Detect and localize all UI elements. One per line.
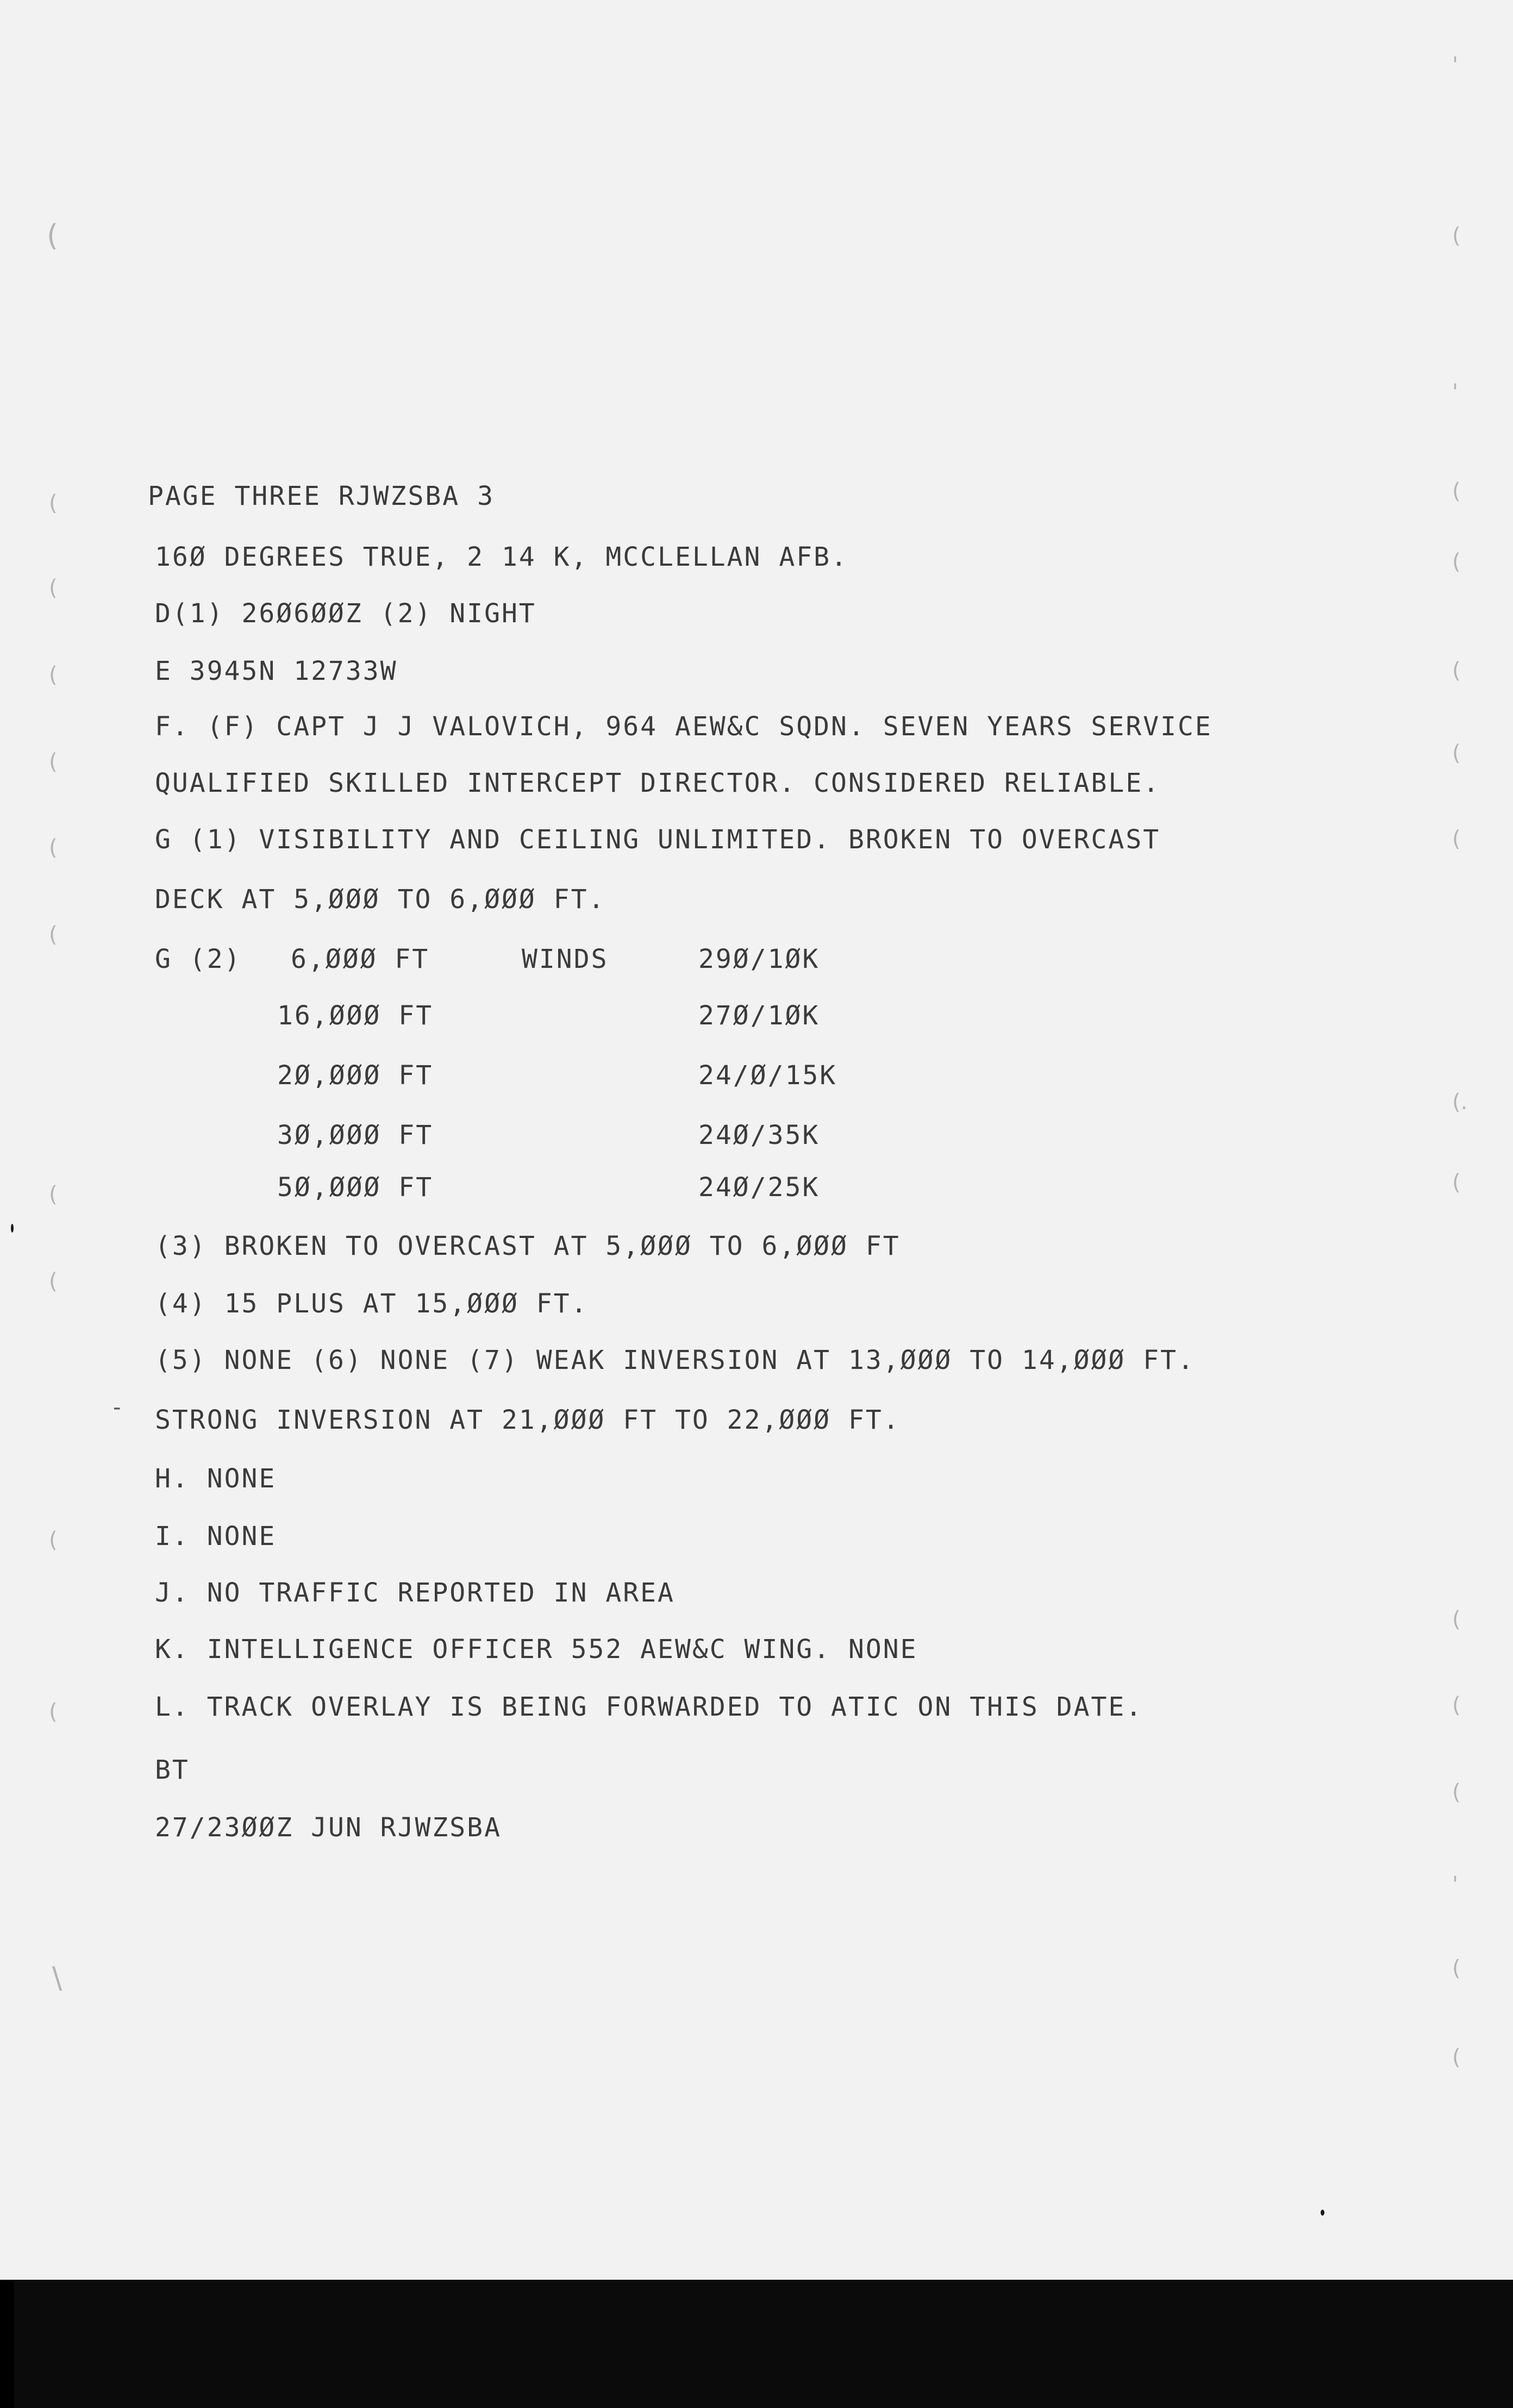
winds-row-altitude: 16,ØØØ FT [277,1000,434,1031]
text-line: K. INTELLIGENCE OFFICER 552 AEW&C WING. NONE [155,1634,918,1665]
text-line: BT [155,1755,190,1785]
text-line: L. TRACK OVERLAY IS BEING FORWARDED TO ATIC ON THIS DATE. [155,1692,1143,1722]
scan-mark: ' [1452,1872,1458,1897]
scan-mark: ( [1452,1693,1461,1718]
text-line: DECK AT 5,ØØØ TO 6,ØØØ FT. [155,884,606,915]
text-line: STRONG INVERSION AT 21,ØØØ FT TO 22,ØØØ FT. [155,1405,901,1435]
text-line: I. NONE [155,1521,277,1552]
text-line: F. (F) CAPT J J VALOVICH, 964 AEW&C SQDN. SEVEN YEARS SERVICE [155,711,1212,742]
winds-row-altitude: 3Ø,ØØØ FT [277,1120,434,1150]
text-line: 27/23ØØZ JUN RJWZSBA [155,1812,502,1843]
scan-mark: ( [1452,1607,1461,1632]
scan-mark: ( [49,1699,58,1724]
winds-label: WINDS [522,944,609,974]
scan-mark: ( [1452,2045,1461,2070]
scan-mark: ' [1452,53,1458,78]
scan-mark: - [113,1395,121,1420]
text-line: (4) 15 PLUS AT 15,ØØØ FT. [155,1289,589,1319]
text-line: E 3945N 12733W [155,656,398,686]
scan-mark: ( [49,1528,58,1553]
page-header: PAGE THREE RJWZSBA 3 [148,481,495,511]
scan-mark [1321,2210,1324,2216]
scan-mark: ( [49,662,58,687]
text-line: D(1) 26Ø6ØØZ (2) NIGHT [155,598,536,629]
winds-row-altitude: 2Ø,ØØØ FT [277,1060,434,1091]
scan-left-edge [0,2280,14,2408]
scan-mark: ( [49,835,58,860]
text-line: (3) BROKEN TO OVERCAST AT 5,ØØØ TO 6,ØØØ FT [155,1231,901,1261]
winds-row-value: 29Ø/1ØK [698,944,820,974]
scan-mark: ( [49,1182,58,1207]
scan-mark: ( [49,749,58,774]
winds-row-value: 27Ø/1ØK [698,1000,820,1031]
scan-mark: ( [47,218,59,253]
scan-mark: ( [1452,1170,1461,1195]
winds-row-value: 24/Ø/15K [698,1060,837,1091]
scan-mark: ' [1452,380,1458,405]
text-line: 16Ø DEGREES TRUE, 2 14 K, MCCLELLAN AFB. [155,542,848,572]
scan-bottom-border [0,2280,1513,2408]
scan-mark: ( [1452,827,1461,852]
scan-mark: ( [1452,549,1461,574]
winds-row-altitude: 6,ØØØ FT [291,944,430,974]
scan-mark: ( [49,491,58,516]
winds-row-value: 24Ø/35K [698,1120,820,1150]
text-line: H. NONE [155,1463,277,1494]
winds-row-altitude: 5Ø,ØØØ FT [277,1172,434,1203]
text-line: J. NO TRAFFIC REPORTED IN AREA [155,1578,675,1608]
scan-mark: ( [49,1269,58,1294]
scan-mark: ( [1452,479,1461,504]
scan-mark: ( [1452,1780,1461,1805]
scan-mark: ( [1452,658,1461,683]
text-line: G (1) VISIBILITY AND CEILING UNLIMITED. BROKEN TO OVERCAST [155,824,1161,855]
text-line: (5) NONE (6) NONE (7) WEAK INVERSION AT 13,ØØØ TO 14,ØØØ FT. [155,1345,1195,1375]
scan-mark: ( [1452,223,1461,248]
scan-mark [11,1224,14,1233]
scan-mark: (. [1452,1090,1468,1115]
scan-mark: \ [52,1961,62,1995]
text-line: QUALIFIED SKILLED INTERCEPT DIRECTOR. CONSIDERED RELIABLE. [155,768,1161,798]
scan-mark: ( [49,576,58,601]
winds-prefix: G (2) [155,944,242,974]
scan-mark: ( [1452,1956,1461,1981]
scan-mark: ( [49,922,58,947]
winds-row-value: 24Ø/25K [698,1172,820,1203]
scan-mark: ( [1452,741,1461,766]
